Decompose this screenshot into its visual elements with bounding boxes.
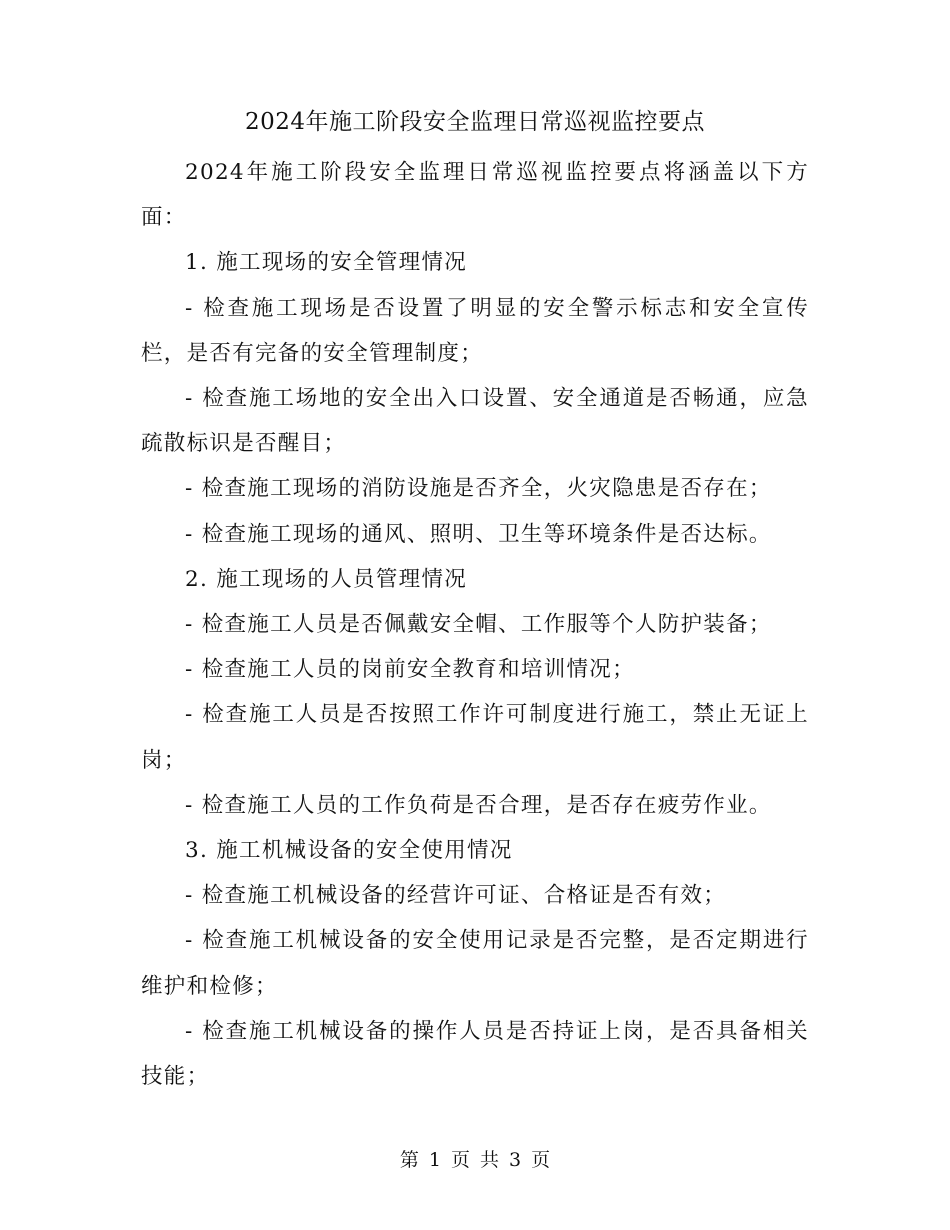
list-item: - 检查施工现场是否设置了明显的安全警示标志和安全宣传栏，是否有完备的安全管理制度； bbox=[141, 295, 809, 366]
section-heading-3: 3. 施工机械设备的安全使用情况 bbox=[185, 838, 513, 864]
list-item: - 检查施工机械设备的安全使用记录是否完整，是否定期进行维护和检修； bbox=[141, 928, 809, 999]
list-item: - 检查施工人员的岗前安全教育和培训情况； bbox=[185, 657, 635, 683]
list-item: - 检查施工现场的通风、照明、卫生等环境条件是否达标。 bbox=[185, 521, 772, 547]
paragraph-intro: 2024年施工阶段安全监理日常巡视监控要点将涵盖以下方面： bbox=[141, 160, 809, 231]
list-item: - 检查施工机械设备的经营许可证、合格证是否有效； bbox=[185, 883, 727, 909]
page-number-footer: 第 1 页 共 3 页 bbox=[399, 1149, 551, 1171]
list-item: - 检查施工场地的安全出入口设置、安全通道是否畅通，应急疏散标识是否醒目； bbox=[141, 386, 809, 457]
document-body bbox=[141, 150, 809, 1099]
document-title: 2024年施工阶段安全监理日常巡视监控要点 bbox=[244, 109, 706, 135]
list-item: - 检查施工人员是否佩戴安全帽、工作服等个人防护装备； bbox=[185, 612, 772, 638]
list-item: - 检查施工人员的工作负荷是否合理，是否存在疲劳作业。 bbox=[185, 792, 772, 818]
section-heading-2: 2. 施工现场的人员管理情况 bbox=[185, 566, 468, 592]
list-item: - 检查施工机械设备的操作人员是否持证上岗，是否具备相关技能； bbox=[141, 1018, 809, 1090]
list-item: - 检查施工现场的消防设施是否齐全，火灾隐患是否存在； bbox=[185, 476, 772, 502]
list-item: - 检查施工人员是否按照工作许可制度进行施工，禁止无证上岗； bbox=[141, 702, 809, 773]
section-heading-1: 1. 施工现场的安全管理情况 bbox=[185, 250, 468, 276]
